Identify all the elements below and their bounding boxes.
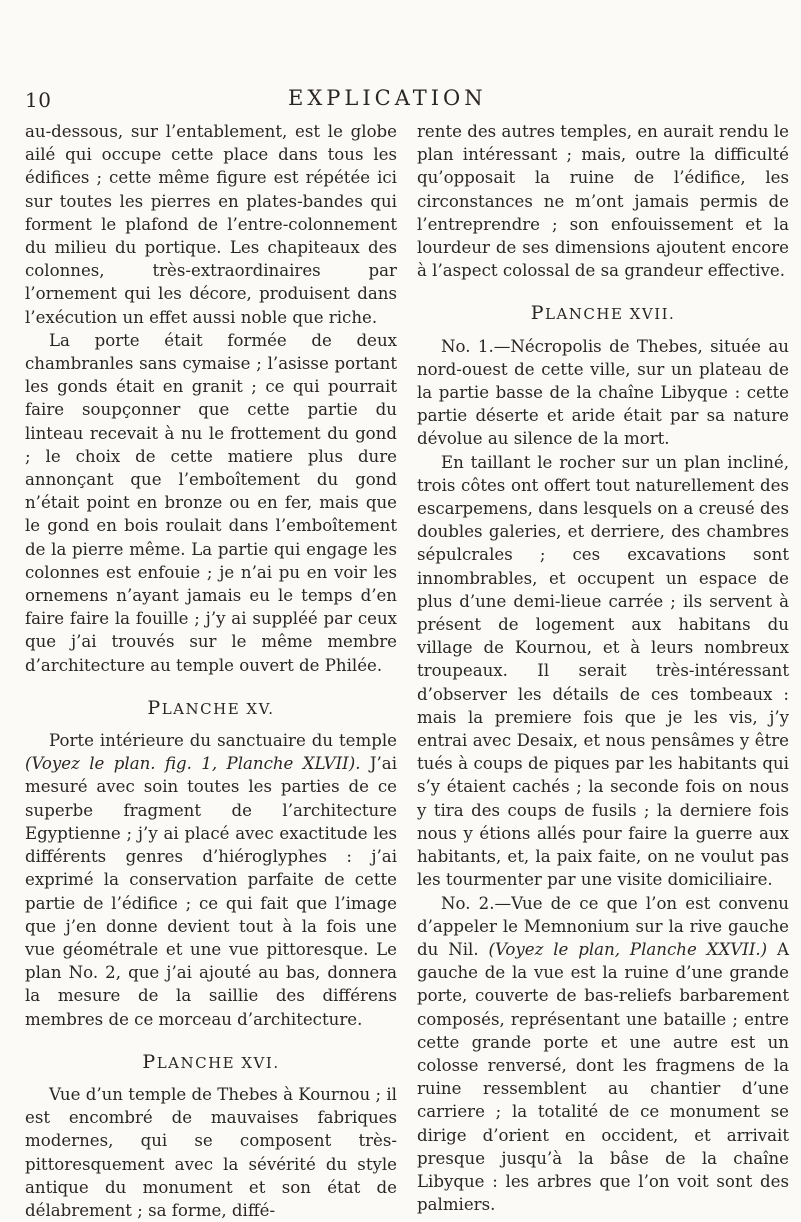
paragraph: rente des autres temples, en aurait rendu le plan intéressant ; mais, outre la difficulté qu’opposait la ruine de l’édifice, les circonstances ne m’ont jamais permis de l’entreprendre ; son enfouissement et la lourdeur de ses dimensions ajoutent encore à l’aspect colossal de sa grandeur effective. <box>417 122 789 281</box>
paragraph: No. 1.—Nécropolis de Thebes, située au nord-ouest de cette ville, sur un plateau de la partie basse de la chaîne Libyque : cette partie déserte et aride était par sa nature dévolue au silence de la mort. <box>417 336 789 449</box>
section-heading-planche-xvi <box>25 1051 397 1075</box>
heading-initial: P <box>530 302 545 325</box>
section-heading-planche-xv <box>25 697 397 721</box>
paragraph: Vue d’un temple de Thebes à Kournou ; il est encombré de mauvaises fabriques modernes, qui se composent très-pittoresquement avec la sévérité du style antique du monument et son état de délabrement ; sa forme, diffé- <box>25 1084 397 1220</box>
paragraph: En taillant le rocher sur un plan incliné, trois côtes ont offert tout naturellement des escarpemens, dans lesquels on a creusé des doubles galeries, et derriere, des chambres sépulcrales ; ces excavations sont innombrables, et occupent un espace de plus d’une demi-lieue carrée ; ils servent à présent de logement aux habitans du village de Kournou, et à leurs nombreux troupeaux. Il serait très-intéressant d’observer les détails de ces tombeaux : mais la premiere fois que je les vis, j’y entrai avec Desaix, et nous pensâmes y être tués à coups de piques par les habitants qui s’y étaient cachés ; la seconde fois on nous y tira des coups de fusils ; la derniere fois nous y étions allés pour faire la guerre aux habitants, et, la paix faite, on ne voulut pas les tourmenter par une visite domiciliaire. <box>417 452 789 890</box>
paragraph: La porte était formée de deux chambranles sans cymaise ; l’asisse portant les gonds était en granit ; ce qui pourrait faire soupçonner que cette partie du linteau recevait à nu le frottement du gond ; le choix de cette matiere plus dure annonçant que l’emboîtement du gond n’était point en bronze ou en fer, mais que le gond en bois roulait dans l’emboîtement de la pierre même. La partie qui engage les colonnes est enfouie ; je n’ai pu en voir les ornemens n’ayant jamais eu le temps d’en faire faire la fouille ; j’y ai suppléé par ceux que j’ai trouvés sur le même membre d’architecture au temple ouvert de Philée. <box>25 330 397 675</box>
heading-initial: P <box>142 1050 157 1073</box>
right-column <box>417 120 789 1216</box>
paragraph <box>25 729 397 1031</box>
left-column <box>25 120 397 1222</box>
section-heading-planche-xvii <box>417 302 789 326</box>
heading-initial: P <box>147 696 162 719</box>
page-number: 10 <box>25 88 52 112</box>
paragraph-lead: No. 2.—Vue de ce que l’on est convenu d’appeler le Memnonium sur la rive gauche du Nil. <box>417 893 789 959</box>
running-head: EXPLICATION <box>288 86 487 110</box>
paragraph-body: J’ai mesuré avec soin toutes les parties de ce superbe fragment de l’architecture Egyptienne ; j’y ai placé avec exactitude les différents genres d’hiéroglyphes : j’ai exprimé la conservation parfaite de cette partie de l’édifice ; ce qui fait que l’image que j’en donne devient tout à la fois une vue géométrale et une vue pittoresque. Le plan No. 2, que j’ai ajouté au bas, donnera la mesure de la saillie des différens membres de ce morceau d’architecture. <box>25 754 398 1029</box>
heading-text: LANCHE XVII. <box>544 305 676 324</box>
heading-text: LANCHE XVI. <box>156 1053 280 1072</box>
paragraph: au-dessous, sur l’entablement, est le globe ailé qui occupe cette place dans tous les édifices ; cette même figure est répétée ici sur toutes les pierres en plates-bandes qui forment le plafond de l’entre-colonnement du milieu du portique. Les chapiteaux des colonnes, très-extraordinaires par l’ornement qui les décore, produisent dans l’exécution un effet aussi noble que riche. <box>25 122 397 327</box>
plate-reference: (Voyez le plan, Planche XXVII.) <box>488 939 768 959</box>
paragraph-body: A gauche de la vue est la ruine d’une grande porte, couverte de bas-reliefs barbarement composés, représentant une bataille ; entre cette grande porte et une autre est un colosse renversé, dont les fragmens de la ruine ressemblent au chantier d’une carriere ; la totalité de ce monument se dirige d’orient en occident, et arrivait presque jusqu’à la bâse de la chaîne Libyque : les arbres que l’on voit sont des palmiers. <box>417 939 789 1215</box>
heading-text: LANCHE XV. <box>161 699 275 718</box>
paragraph <box>417 892 789 1217</box>
paragraph-lead: Porte intérieure du sanctuaire du temple <box>49 731 397 751</box>
plate-reference: (Voyez le plan. fig. 1, Planche XLVII). <box>25 754 361 774</box>
